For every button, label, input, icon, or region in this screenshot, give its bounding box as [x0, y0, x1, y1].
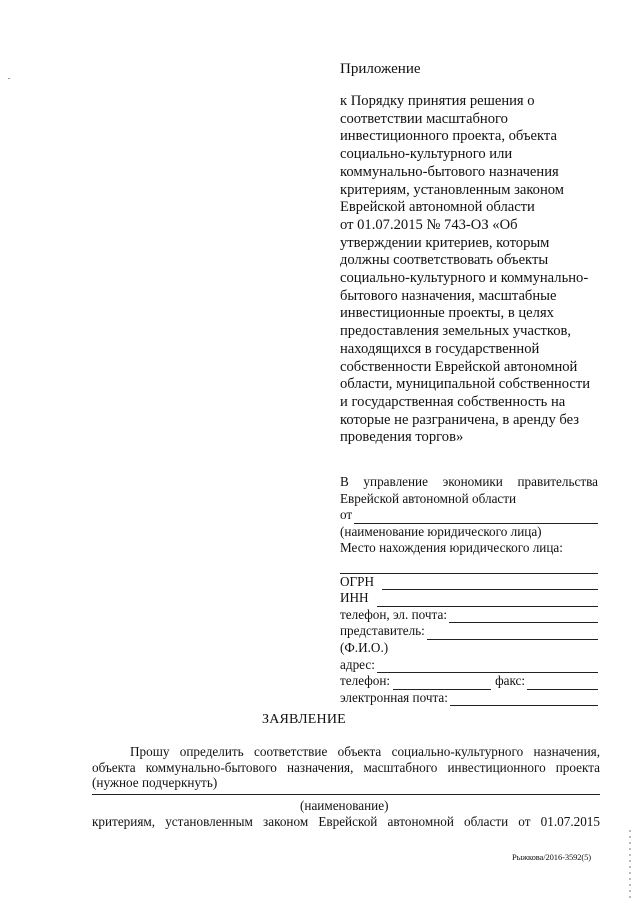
location-field[interactable]: [340, 561, 598, 574]
appendix-line: собственности Еврейской автономной: [340, 358, 578, 375]
object-name-caption: (наименование): [300, 798, 389, 813]
appendix-line: социально-культурного и коммунально-: [340, 270, 589, 287]
appendix-line: бытового назначения, масштабные: [340, 287, 557, 304]
fio-caption: (Ф.И.О.): [340, 639, 389, 655]
representative-field[interactable]: [427, 627, 598, 640]
appendix-line: коммунально-бытового назначения: [340, 163, 559, 180]
phone-email-field[interactable]: [449, 610, 598, 623]
addressee-block: [340, 474, 598, 706]
appendix-body: [340, 93, 610, 447]
paragraph-line-3: (нужное подчеркнуть): [92, 775, 218, 791]
email-row: [340, 690, 598, 707]
paragraph-line-2: объекта коммунально-бытового назначения, масштабного инвестиционного проекта: [92, 759, 600, 775]
addressee-line-2: Еврейской автономной области: [340, 490, 517, 506]
location-label: Место нахождения юридического лица:: [340, 540, 563, 556]
phone-email-label: телефон, эл. почта:: [340, 606, 447, 622]
scan-edge-mark: [629, 830, 631, 900]
address-label: адрес:: [340, 656, 375, 672]
criteria-line: критериям, установленным законом Еврейской автономной области от 01.07.2015: [92, 814, 600, 829]
appendix-line: инвестиционные проекты, в целях: [340, 305, 554, 322]
inn-field[interactable]: [377, 594, 598, 607]
appendix-line: Еврейской автономной области: [340, 199, 535, 216]
representative-row: [340, 623, 598, 640]
inn-row: [340, 590, 598, 607]
appendix-line: проведения торгов»: [340, 429, 464, 446]
fax-field[interactable]: [527, 677, 598, 690]
location-row: [340, 557, 598, 574]
from-field[interactable]: [354, 511, 598, 524]
appendix-line: области, муниципальной собственности: [340, 376, 591, 393]
object-name-field[interactable]: [92, 794, 600, 795]
representative-label: представитель:: [340, 623, 425, 639]
ogrn-row: [340, 574, 598, 591]
from-row: [340, 507, 598, 524]
phone-field[interactable]: [393, 677, 491, 690]
appendix-line: соответствии масштабного: [340, 110, 508, 127]
application-paragraph: [92, 744, 600, 791]
appendix-line: утверждении критериев, которым: [340, 234, 550, 251]
phone-fax-row: [340, 673, 598, 690]
document-reference: Рыжкова/2016-3592(5): [512, 852, 592, 862]
appendix-line: находящихся в государственной: [340, 340, 540, 357]
appendix-line: предоставления земельных участков,: [340, 323, 572, 340]
appendix-title: Приложение: [340, 61, 421, 77]
phone-label: телефон:: [340, 673, 391, 689]
paragraph-line-1: Прошу определить соответствие объекта социально-культурного назначения,: [130, 744, 600, 759]
inn-label: ИНН: [340, 590, 369, 606]
email-label: электронная почта:: [340, 689, 448, 705]
fax-label: факс:: [495, 673, 526, 689]
appendix-line: от 01.07.2015 № 743-ОЗ «Об: [340, 216, 518, 233]
from-label: от: [340, 507, 353, 523]
ogrn-label: ОГРН: [340, 573, 375, 589]
phone-email-row: [340, 607, 598, 624]
address-row: [340, 657, 598, 674]
ogrn-field[interactable]: [382, 577, 598, 590]
appendix-line: должны соответствовать объекты: [340, 252, 549, 269]
email-field[interactable]: [450, 693, 598, 706]
addressee-line-1: В управление экономики правительства: [340, 474, 598, 489]
appendix-line: социально-культурного или: [340, 146, 513, 163]
appendix-line: критериям, установленным законом: [340, 181, 565, 198]
appendix-line: к Порядку принятия решения о: [340, 93, 535, 109]
appendix-line: которые не разграничена, в аренду без: [340, 411, 580, 428]
scan-speck: [8, 78, 10, 79]
appendix-line: инвестиционного проекта, объекта: [340, 128, 557, 145]
org-caption: (наименование юридического лица): [340, 523, 542, 539]
address-field[interactable]: [377, 660, 598, 673]
application-title: ЗАЯВЛЕНИЕ: [262, 712, 346, 727]
appendix-line: и государственная собственность на: [340, 393, 566, 410]
